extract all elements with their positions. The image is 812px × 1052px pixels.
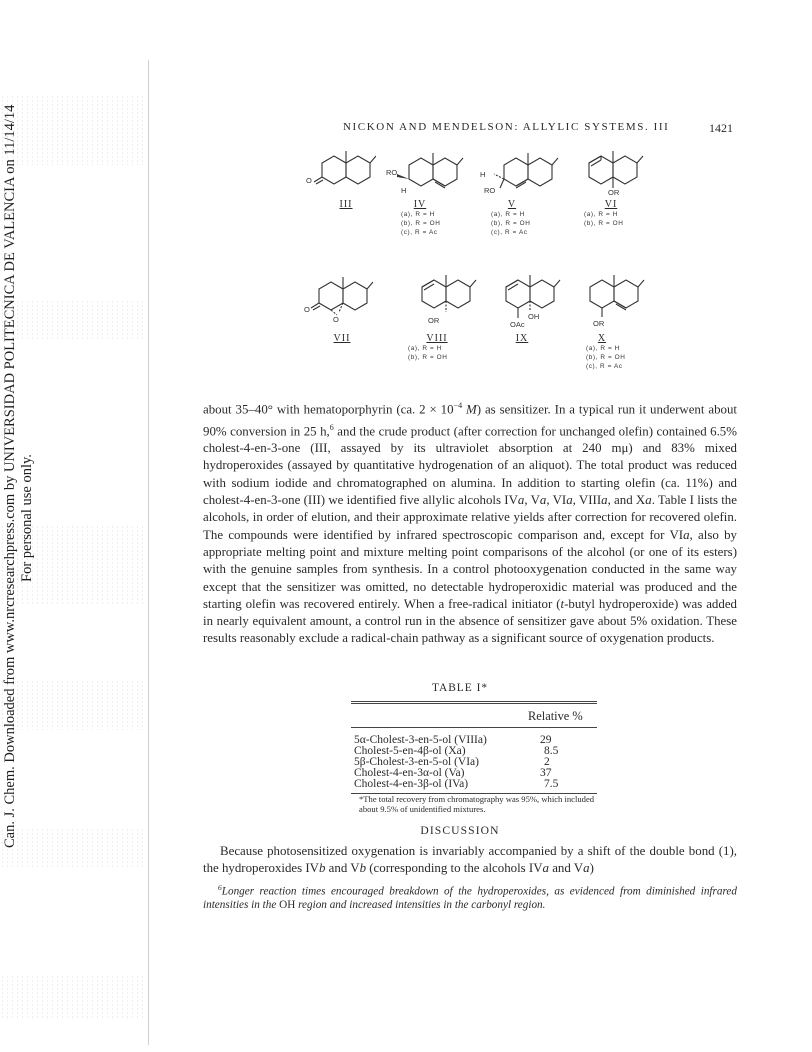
scan-speckle — [0, 975, 146, 1020]
table-footnote: *The total recovery from chromatography was 95%, which included about 9.5% of unidentified mixtures. — [359, 794, 595, 814]
section-heading: DISCUSSION — [420, 824, 500, 837]
atom-label: OAc — [510, 320, 525, 329]
table-top-rule — [351, 701, 597, 702]
discussion-paragraph: Because photosensitized oxygenation is invariably accompanied by a shift of the double bond (1), the hydroperoxides IVb and Vb (corresponding to the alcohols IVa and Va) — [203, 844, 737, 876]
structure-v-substituents: (a), R = H (b), R = OH (c), R = Ac — [491, 211, 531, 236]
page-number: 1421 — [709, 121, 733, 135]
table-row-name: Cholest-4-en-3β-ol (IVa) — [354, 778, 469, 790]
atom-label: H — [480, 170, 486, 179]
structure-iii-drawing — [308, 146, 376, 196]
body-paragraph: about 35–40° with hematoporphyrin (ca. $2 \times 10^{-4}$ M) as sensitizer. In a typical run it underwent about 90% conversion in 25 h,$^6$ and the crude product (after correction for unchanged olefin) contained 6.5% cholest-4-en-3-one (III, assayed by its ultraviolet absorption at 240 mμ) and 83% mixed hydroperoxides (assayed by quantitative hydrogenation of an aliquot). The total product was reduced with sodium iodide and chromatographed on alumina. In addition to starting olefin (ca. 11%) and cholest-4-en-3-one (III) we identified five allylic alcohols IVa, Va, VIa, VIIIa, and Xa. Table I lists the alcohols, in order of elution, and their approximate relative yields after correction for recovered olefin. The compounds were identified by infrared spectroscopic comparison and, except for VIa, also by appropriate melting point and mixture melting point comparisons of the alcohol (or one of its esters) with the genuine samples from synthesis. In a control photooxygenation conducted in the same way except that the sensitizer was omitted, no detectable hydroperoxidic material was produced and the starting olefin was recovered entirely. When a free-radical initiator (t-butyl hydroperoxide) was added in nearly equivalent amount, a control run in the absence of sensitizer gave about 5% oxidation. These results reasonably exclude a radical-chain pathway as a significant source of oxygenation products. — [203, 401, 737, 646]
atom-label: OR — [593, 319, 605, 328]
atom-label: O — [333, 315, 339, 324]
atom-label: OR — [608, 188, 620, 197]
scan-speckle — [0, 95, 146, 165]
download-notice: Can. J. Chem. Downloaded from www.nrcresearchpress.com by UNIVERSIDAD POLITECNICA DE VALENCIA on 11/14/14 — [2, 104, 18, 848]
structure-x-drawing — [576, 270, 646, 320]
atom-label: RO — [484, 186, 496, 195]
table-row-value: 7.5 — [544, 778, 559, 790]
structure-label-x: X — [597, 333, 607, 344]
table-row-name: 5α-Cholest-3-en-5-ol (VIIIa) — [354, 734, 487, 746]
margin-rule — [148, 60, 149, 1045]
table-column-header: Relative % — [528, 709, 583, 723]
structure-viii-substituents: (a), R = H (b), R = OH — [408, 345, 448, 361]
table-row-value: 8.5 — [544, 745, 559, 757]
footnote-ref: 6 — [329, 422, 334, 432]
structure-label-v: V — [507, 199, 517, 210]
structure-label-viii: VIII — [426, 333, 448, 344]
structure-label-iv: IV — [413, 199, 427, 210]
structure-viii-drawing — [408, 270, 478, 320]
structure-vi-substituents: (a), R = H (b), R = OH — [584, 211, 624, 227]
structure-vii-drawing — [305, 272, 375, 322]
structure-label-iii: III — [339, 199, 353, 210]
table-row-name: Cholest-4-en-3α-ol (Va) — [354, 767, 465, 779]
atom-label: RO — [386, 168, 398, 177]
page-footnote: $^6$Longer reaction times encouraged breakdown of the hydroperoxides, as evidenced from diminished infrared intensities in the OH region and increased intensities in the carbonyl region. — [203, 883, 737, 912]
table-row-value: 29 — [540, 734, 552, 746]
structure-ix-drawing — [492, 270, 562, 324]
atom-label: O — [306, 176, 312, 185]
table-top-rule — [351, 703, 597, 704]
table-row-name: Cholest-5-en-4β-ol (Xa) — [354, 745, 466, 757]
table-header-rule — [351, 727, 597, 728]
atom-label: O — [304, 305, 310, 314]
structure-v-drawing — [490, 148, 560, 198]
structure-iv-substituents: (a), R = H (b), R = OH (c), R = Ac — [401, 211, 441, 236]
table-title: TABLE I* — [431, 682, 489, 694]
structure-x-substituents: (a), R = H (b), R = OH (c), R = Ac — [586, 345, 626, 370]
structure-label-vi: VI — [604, 199, 618, 210]
table-row-value: 37 — [540, 767, 552, 779]
running-title: NICKON AND MENDELSON: ALLYLIC SYSTEMS. III — [343, 121, 670, 133]
table-row-name: 5β-Cholest-3-en-5-ol (VIa) — [354, 756, 479, 768]
structure-label-vii: VII — [333, 333, 351, 344]
scan-speckle — [0, 300, 146, 340]
atom-label: OR — [428, 316, 440, 325]
table-row-value: 2 — [544, 756, 550, 768]
personal-use-notice: For personal use only. — [19, 454, 35, 582]
structure-label-ix: IX — [515, 333, 529, 344]
atom-label: OH — [528, 312, 540, 321]
atom-label: H — [401, 186, 407, 195]
